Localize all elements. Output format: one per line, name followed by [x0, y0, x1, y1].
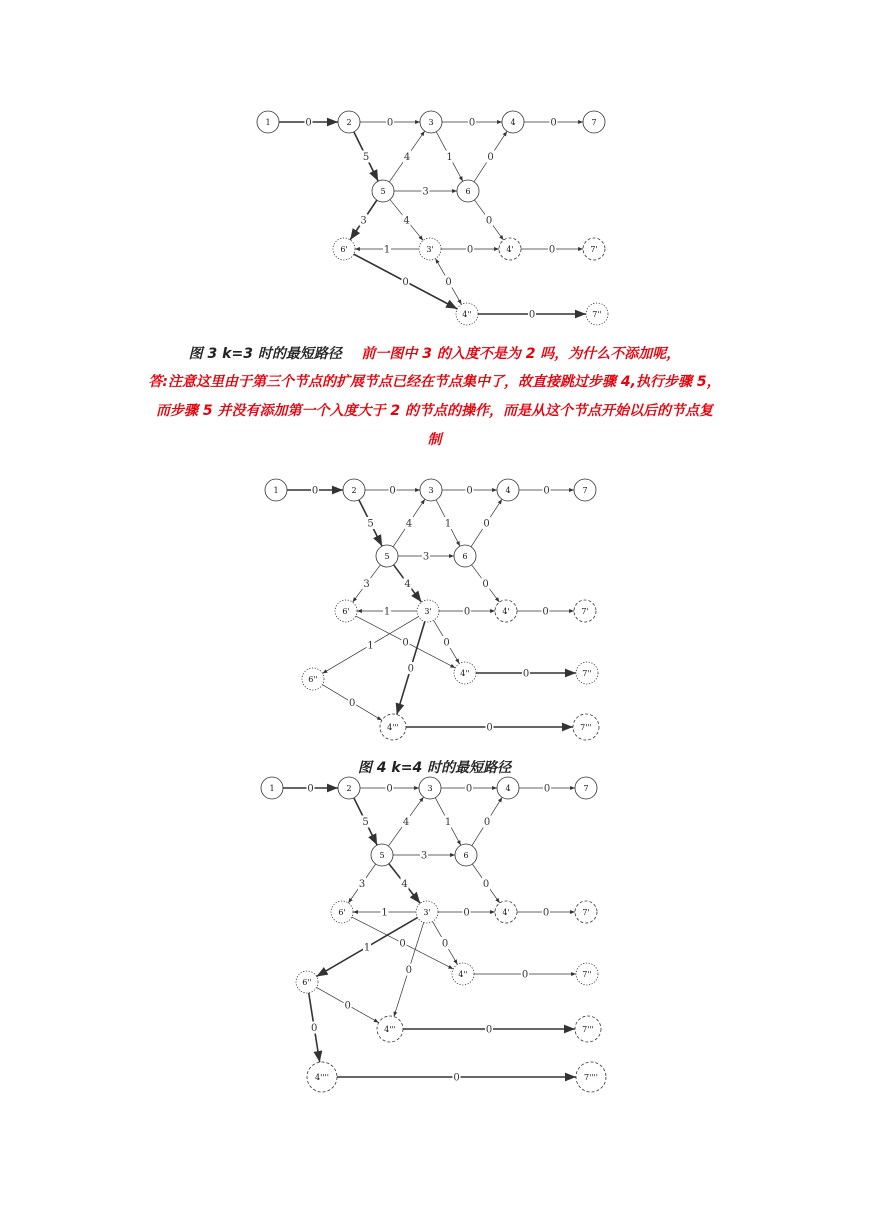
figure3-caption: 图 3 k=3 时的最短路径	[188, 346, 342, 362]
edge-weight-label: 0	[466, 244, 474, 256]
answer-line-2: 而步骤 5 并没有添加第一个入度大于 2 的节点的操作，而是从这个节点开始以后的节点复	[156, 403, 713, 419]
node-label: 7	[591, 118, 597, 127]
figure5-graph	[0, 770, 869, 1100]
edge-weight-label: 0	[522, 668, 530, 680]
edge-weight-label: 0	[386, 117, 394, 129]
edge-weight-label: 3	[422, 186, 429, 198]
edge-weight-label: 0	[399, 938, 406, 950]
edge-weight-label: 0	[542, 907, 550, 919]
node-label: 6'	[338, 908, 346, 917]
edge-weight-label: 0	[307, 783, 314, 795]
edge-weight-label: 0	[468, 117, 476, 129]
figure3-caption-line	[0, 343, 869, 363]
node-label: 6'	[342, 607, 350, 616]
edge-weight-label: 0	[311, 1023, 318, 1035]
node-label: 7'	[582, 908, 590, 917]
node-label: 7	[582, 486, 588, 495]
node-label: 3'	[423, 908, 431, 917]
edge-weight-label: 1	[444, 817, 452, 828]
node-label: 6''	[302, 978, 312, 987]
edge-weight-label: 0	[386, 783, 393, 795]
node-label: 2	[346, 118, 352, 127]
node-label: 3	[427, 784, 433, 793]
edge-weight-label: 0	[528, 309, 536, 321]
edge-weight-label: 3	[360, 215, 367, 227]
edge-weight-label: 0	[485, 215, 493, 227]
edge-weight-label: 0	[453, 1072, 460, 1084]
node-label: 1	[273, 486, 279, 495]
edge-weight-label: 0	[482, 879, 490, 890]
edge-weight-label: 0	[443, 637, 450, 649]
edge-weight-label: 0	[445, 277, 452, 288]
node-label: 6	[462, 552, 468, 561]
edge-weight-label: 1	[381, 907, 388, 919]
node-label: 4'	[502, 607, 510, 616]
answer-line-1: 答:注意这里由于第三个节点的扩展节点已经在节点集中了，故直接跳过步骤 4,执行步骤 5，	[148, 374, 721, 390]
edge-weight-label: 0	[543, 485, 550, 497]
edge-weight-label: 0	[483, 817, 491, 828]
node-label: 7''	[582, 970, 592, 979]
edge-weight-label: 0	[482, 579, 489, 590]
edge-weight-label: 4	[401, 879, 408, 890]
node-label: 6''	[308, 675, 318, 684]
edge-weight-label: 0	[542, 606, 549, 618]
node-label: 4''''	[315, 1073, 329, 1082]
edge-weight-label: 0	[465, 783, 473, 795]
node-label: 7'''	[582, 1025, 594, 1034]
edge-weight-label: 0	[344, 1000, 351, 1012]
node-label: 6	[465, 187, 471, 196]
node-label: 6	[463, 851, 469, 860]
edge-weight-label: 0	[305, 117, 312, 129]
answer-line-3: 制	[427, 432, 442, 448]
edge-weight-label: 1	[383, 606, 391, 618]
edge-weight-label: 0	[487, 152, 494, 163]
figure3-graph	[0, 100, 869, 330]
figure3-question: 前一图中 3 的入度不是为 2 吗，为什么不添加呢，	[361, 346, 681, 362]
edge-weight-label: 0	[402, 277, 409, 288]
node-label: 3	[428, 118, 434, 127]
edge-weight-label: 1	[444, 518, 452, 530]
node-label: 6'	[340, 245, 348, 254]
node-label: 4	[505, 784, 511, 793]
edge-weight-label: 0	[466, 485, 473, 497]
edge-weight-label: 0	[548, 244, 556, 256]
node-label: 4	[510, 118, 516, 127]
edge-weight-label: 0	[485, 1024, 493, 1036]
edge-weight-label: 0	[543, 783, 551, 795]
node-label: 4	[505, 486, 511, 495]
edge-weight-label: 0	[402, 637, 409, 649]
node-label: 4'''	[384, 1025, 396, 1034]
figure4-caption: 图 4 k=4 时的最短路径	[357, 760, 512, 776]
edge-weight-label: 0	[348, 697, 356, 709]
node-label: 7'''	[580, 723, 592, 732]
node-label: 5	[379, 851, 385, 860]
edge-weight-label: 0	[407, 663, 414, 675]
node-label: 3'	[424, 607, 432, 616]
node-label: 7'	[590, 245, 598, 254]
node-label: 3'	[426, 245, 434, 254]
edge-weight-label: 5	[362, 817, 369, 828]
node-label: 7''	[592, 310, 602, 319]
node-label: 2	[351, 486, 357, 495]
edge-weight-label: 4	[402, 817, 410, 828]
edge-weight-label: 1	[446, 152, 453, 163]
edge-weight-label: 1	[383, 244, 391, 256]
edge-weight-label: 0	[521, 969, 529, 981]
edge-weight-label: 3	[422, 551, 430, 563]
edge-weight-label: 0	[441, 938, 449, 950]
node-label: 3	[428, 486, 434, 495]
edge-weight-label: 4	[405, 518, 413, 530]
node-label: 1	[269, 784, 275, 793]
edge-weight-label: 0	[389, 485, 396, 497]
edge-weight-label: 0	[483, 518, 490, 530]
edge-weight-label: 4	[403, 152, 411, 163]
edge-weight-label: 1	[367, 640, 374, 652]
edge-weight-label: 0	[311, 485, 319, 497]
edge-weight-label: 4	[403, 215, 410, 227]
node-label: 7'	[581, 607, 589, 616]
node-label: 4'''	[387, 723, 399, 732]
node-label: 1	[265, 118, 271, 127]
node-label: 5	[384, 552, 390, 561]
edge-weight-label: 4	[404, 579, 411, 590]
node-label: 7	[583, 784, 589, 793]
node-label: 4''	[458, 970, 468, 979]
edge-weight-label: 0	[463, 907, 470, 919]
edge-weight-label: 5	[367, 518, 374, 530]
edge-weight-label: 3	[358, 879, 366, 890]
node-label: 7''	[582, 669, 592, 678]
edge-weight-label: 0	[550, 117, 557, 129]
edge-weight-label: 0	[405, 965, 412, 977]
edge-weight-label: 5	[362, 152, 370, 163]
node-label: 4''	[460, 669, 470, 678]
figure4-graph	[0, 470, 869, 750]
node-label: 5	[380, 187, 386, 196]
edge-weight-label: 1	[363, 942, 371, 954]
node-label: 4''	[462, 310, 472, 319]
edge-weight-label: 3	[420, 850, 428, 862]
node-label: 2	[346, 784, 352, 793]
node-label: 7''''	[584, 1073, 598, 1082]
node-label: 4'	[502, 908, 510, 917]
edge-weight-label: 0	[486, 722, 493, 734]
edge-weight-label: 0	[463, 606, 471, 618]
edge-weight-label: 3	[363, 579, 370, 590]
node-label: 4'	[506, 245, 514, 254]
